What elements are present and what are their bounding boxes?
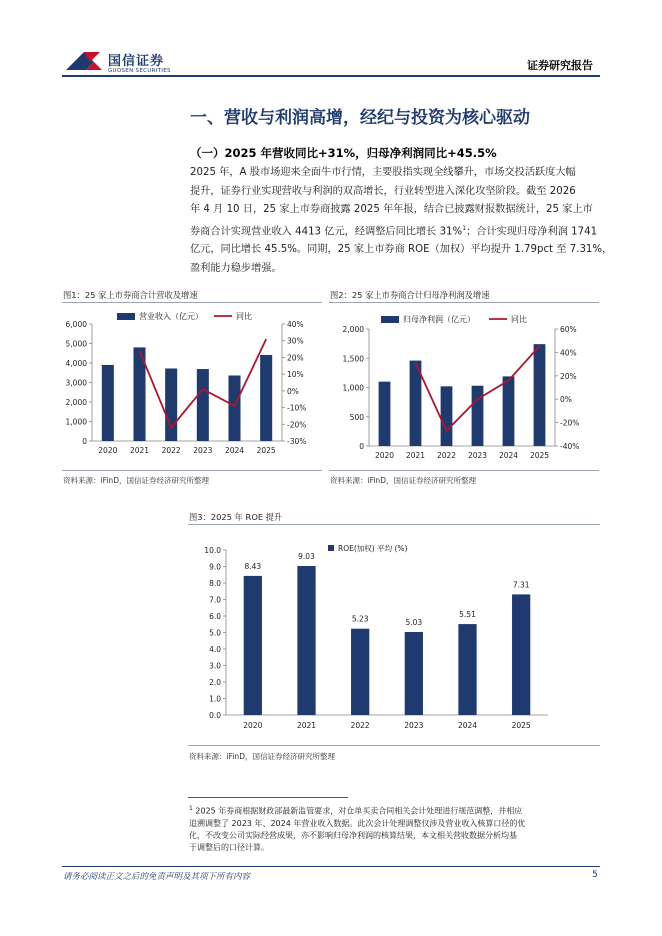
bar: [441, 386, 453, 446]
x-tick-label: 2023: [404, 721, 424, 730]
legend-label-bar: ROE(加权) 平均 (%): [338, 544, 408, 553]
x-tick-label: 2020: [374, 451, 395, 460]
data-label: 8.43: [244, 561, 262, 571]
legend-swatch-bar: [328, 545, 334, 551]
bar: [244, 576, 262, 715]
bar: [197, 369, 209, 441]
figure-1-bottom-rule: [62, 470, 322, 471]
x-tick-label: 2022: [161, 446, 181, 455]
data-label: 5.23: [351, 614, 369, 624]
y-tick-label: 2,000: [65, 398, 87, 407]
y2-tick-label: -30%: [287, 437, 307, 446]
y2-tick-label: 0%: [287, 386, 299, 396]
bar: [503, 376, 515, 446]
x-tick-label: 2025: [511, 721, 531, 730]
logo-subtext: GUOSEN SECURITIES: [108, 68, 171, 74]
paragraph-line: 2025 年，A 股市场迎来全面牛市行情，主要股指实现全线攀升，市场交投活跃度大幅: [190, 167, 576, 178]
x-tick-label: 2021: [129, 446, 150, 455]
x-tick-label: 2023: [193, 446, 213, 455]
y-tick-label: 3.0: [209, 661, 221, 671]
bar: [165, 368, 177, 441]
figure-3-top-rule: [188, 524, 600, 525]
y2-tick-label: 60%: [560, 325, 577, 334]
figure-1-top-rule: [62, 302, 322, 303]
chart-1: [62, 306, 324, 470]
footnote-line: 追溯调整了 2023 年、2024 年营业收入数据。此次会计处理调整仅涉及营业收入核算口径的优: [189, 818, 526, 828]
logo-mark-icon: [64, 48, 104, 74]
figure-3-bottom-rule: [188, 745, 600, 746]
y-tick-label: 5,000: [65, 339, 87, 349]
legend-label-line: 同比: [511, 315, 527, 324]
paragraph-line-text: 券商合计实现营业收入 4413 亿元，经调整后同比增长 31%: [190, 225, 463, 237]
x-tick-label: 2021: [296, 721, 317, 730]
paragraph-line: [190, 220, 602, 242]
x-tick-label: 2020: [98, 446, 118, 455]
y-tick-label: 2,000: [342, 325, 364, 334]
footnote-line: [189, 803, 601, 818]
paragraph-line: 盈利能力稳步增强。: [190, 262, 282, 274]
paragraph-line: 年 4 月 10 日，25 家上市券商披露 2025 年年报，结合已披露财报数据统计，25 家上市: [190, 204, 593, 215]
y2-tick-label: 30%: [287, 336, 304, 346]
bar: [534, 344, 546, 446]
bar: [228, 375, 240, 441]
x-tick-label: 2024: [498, 451, 519, 460]
footnote-line: 化，不改变公司实际经营成果，亦不影响归母净利润的核算结果，本文相关营收数据分析均基: [189, 830, 517, 840]
footnote: [189, 803, 601, 854]
bar: [472, 386, 484, 446]
y2-tick-label: -10%: [287, 403, 307, 413]
x-tick-label: 2025: [256, 446, 276, 455]
figure-3-source: 资料来源：iFinD，国信证券经济研究所整理: [189, 752, 335, 761]
y2-tick-label: -40%: [560, 442, 580, 451]
y-tick-label: 3,000: [65, 378, 87, 388]
figure-2-top-rule: [329, 302, 599, 303]
y2-tick-label: 20%: [287, 353, 304, 363]
paragraph-line: 提升，证券行业实现营收与利润的双高增长，行业转型进入深化攻坚阶段。截至 2026: [190, 185, 576, 197]
header-divider: [62, 75, 600, 77]
legend-label-bar: 营业收入（亿元）: [139, 312, 203, 321]
data-label: 9.03: [298, 552, 315, 562]
bar: [260, 355, 272, 441]
bar: [297, 566, 315, 715]
bar: [458, 624, 476, 715]
figure-2-title: 图2：25 家上市券商合计归母净利润及增速: [330, 290, 490, 300]
x-tick-label: 2021: [405, 451, 426, 460]
footer-rule: [62, 866, 600, 867]
figure-2-source: 资料来源：iFinD，国信证券经济研究所整理: [330, 476, 476, 485]
paragraph-line-tail: ；合计实现归母净利润 1741: [466, 225, 598, 237]
data-label: 5.03: [405, 618, 423, 628]
x-tick-label: 2024: [224, 446, 245, 455]
y-tick-label: 2.0: [209, 678, 221, 687]
chart-2: [329, 306, 601, 470]
y-tick-label: 4.0: [209, 645, 221, 654]
logo-text: 国信证券: [108, 54, 165, 69]
y-tick-label: 0: [359, 442, 364, 451]
figure-1-source: 资料来源：iFinD，国信证券经济研究所整理: [63, 476, 209, 485]
bar: [512, 594, 530, 715]
y-tick-label: 7.0: [209, 595, 221, 605]
x-tick-label: 2020: [243, 721, 263, 730]
y-tick-label: 0: [82, 437, 87, 446]
bar: [351, 629, 369, 715]
y-tick-label: 1,500: [342, 354, 364, 364]
footnote-text: 2025 年券商根据财政部最新监管要求，对仓单买卖合同相关会计处理进行规范调整，并相应: [195, 806, 523, 816]
y-tick-label: 10.0: [204, 546, 221, 555]
footnote-number: 1: [189, 805, 193, 812]
paragraph-line: 亿元，同比增长 45.5%。同期，25 家上市券商 ROE（加权）平均提升 1.79pct 至 7.31%，: [190, 244, 613, 256]
footnote-line: 于调整后的口径计算。: [189, 842, 269, 852]
footer-disclaimer[interactable]: 请务必阅读正文之后的免责声明及其项下所有内容: [63, 872, 251, 882]
bar: [379, 382, 391, 446]
legend-swatch-bar: [381, 316, 399, 323]
legend-swatch-bar: [117, 313, 135, 320]
y-tick-label: 500: [349, 412, 364, 422]
x-tick-label: 2025: [529, 451, 550, 460]
y2-tick-label: 40%: [287, 320, 304, 329]
figure-3-title: 图3：2025 年 ROE 提升: [189, 512, 283, 522]
document-type: 证券研究报告: [527, 59, 593, 72]
figure-1-title: 图1：25 家上市券商合计营收及增速: [63, 290, 198, 300]
figure-2-bottom-rule: [329, 470, 599, 471]
bar: [405, 632, 423, 715]
x-tick-label: 2022: [436, 451, 457, 460]
y-tick-label: 5.0: [209, 628, 221, 638]
x-tick-label: 2024: [457, 721, 478, 730]
footnote-ref[interactable]: 1: [462, 224, 467, 232]
page-number: 5: [592, 870, 598, 880]
y-tick-label: 1,000: [65, 417, 87, 427]
y-tick-label: 6.0: [209, 612, 221, 621]
legend-label-bar: 归母净利润（亿元）: [403, 315, 475, 324]
y-tick-label: 6,000: [65, 320, 87, 329]
y-tick-label: 1.0: [209, 694, 221, 704]
y-tick-label: 4,000: [65, 359, 87, 368]
y-tick-label: 8.0: [209, 579, 221, 588]
footnote-rule: [188, 797, 348, 798]
y-tick-label: 1,000: [342, 383, 364, 393]
y2-tick-label: -20%: [560, 418, 580, 428]
y2-tick-label: 10%: [287, 370, 304, 380]
section-heading: 一、营收与利润高增，经纪与投资为核心驱动: [190, 108, 530, 128]
x-tick-label: 2022: [350, 721, 370, 730]
subsection-heading: （一）2025 年营收同比+31%，归母净利润同比+45.5%: [190, 146, 497, 160]
data-label: 5.51: [459, 610, 476, 620]
logo: [64, 44, 184, 78]
y-tick-label: 9.0: [209, 562, 221, 572]
legend-label-line: 同比: [236, 312, 252, 321]
data-label: 7.31: [512, 580, 530, 590]
x-tick-label: 2023: [467, 451, 488, 460]
body-paragraph: [190, 164, 613, 278]
chart-3: [188, 528, 602, 742]
y2-tick-label: 0%: [560, 395, 572, 405]
y-tick-label: 0.0: [209, 711, 221, 720]
y2-tick-label: -20%: [287, 420, 307, 430]
y2-tick-label: 20%: [560, 371, 577, 381]
bar: [102, 365, 114, 441]
y2-tick-label: 40%: [560, 348, 577, 358]
